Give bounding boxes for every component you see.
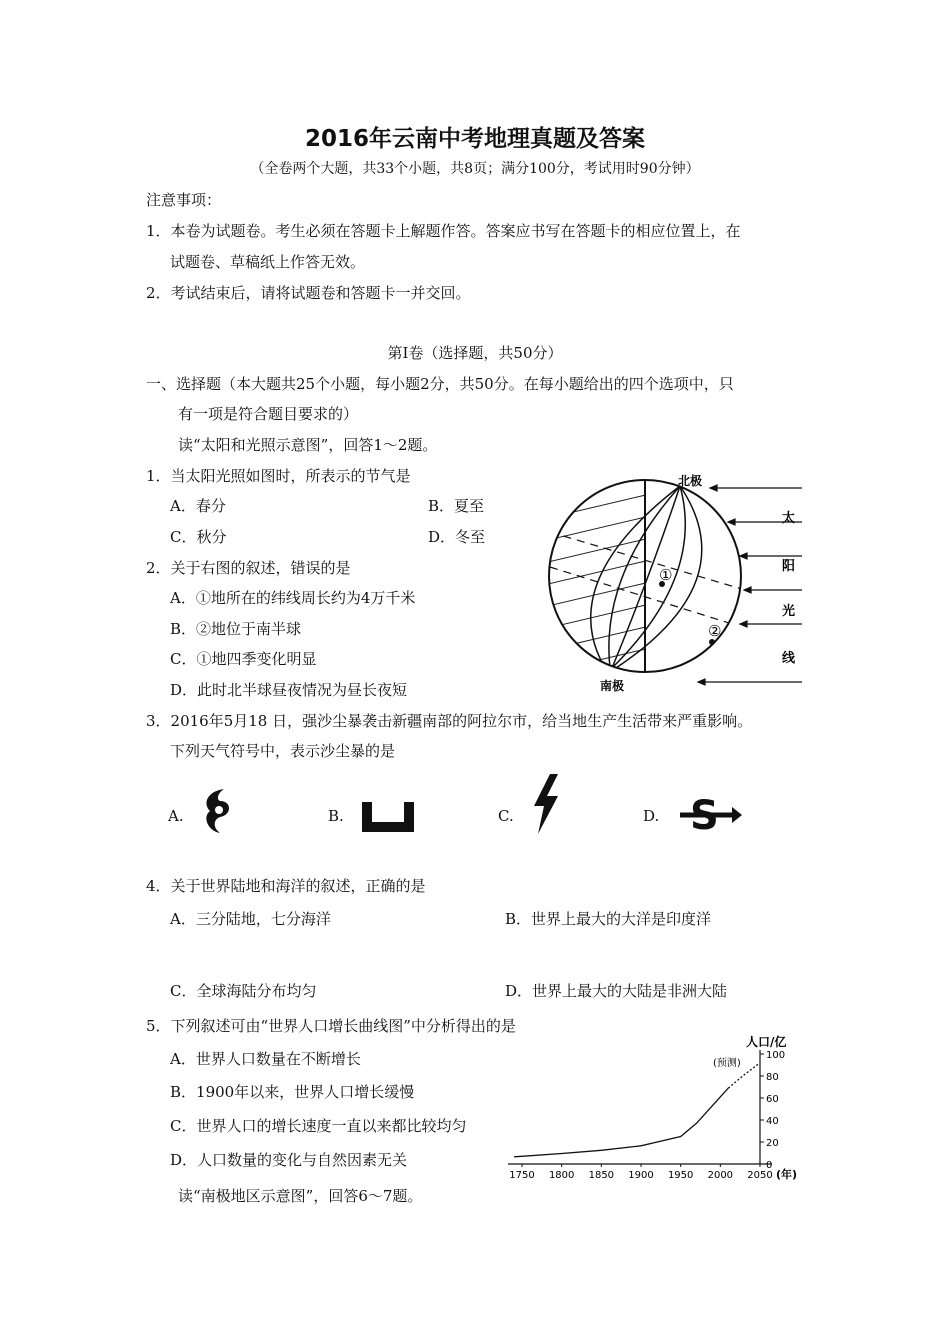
q2-option-c: C．①地四季变化明显 (170, 650, 317, 668)
sunlight-label-4: 线 (782, 651, 796, 666)
fog-weather-icon (360, 800, 416, 834)
q4-option-c: C．全球海陆分布均匀 (170, 982, 317, 1000)
thunderstorm-weather-icon (528, 772, 564, 836)
sandstorm-weather-icon (676, 794, 742, 836)
q4-option-a: A．三分陆地，七分海洋 (170, 910, 331, 928)
y-tick-label: 20 (766, 1138, 779, 1149)
q2-option-a: A．①地所在的纬线周长约为4万千米 (170, 589, 416, 607)
x-tick-label: 2050 (747, 1170, 773, 1181)
x-tick-label: 1900 (628, 1170, 654, 1181)
world-population-chart (500, 1030, 812, 1185)
page-title: 2016年云南中考地理真题及答案 (304, 126, 645, 152)
y-tick-label: 100 (766, 1050, 786, 1061)
q1-option-a: A．春分 (170, 497, 226, 515)
q5-stem: 5．下列叙述可由“世界人口增长曲线图”中分析得出的是 (146, 1017, 516, 1035)
sunlight-globe-figure (540, 472, 815, 694)
sunlight-label-3: 光 (782, 604, 796, 619)
x-tick-label: 1850 (588, 1170, 615, 1181)
svg-text:S: S (690, 794, 719, 836)
y-axis-label: 人口/亿 (746, 1035, 787, 1049)
q5-option-c: C．世界人口的增长速度一直以来都比较均匀 (170, 1117, 467, 1135)
q4-option-b: B．世界上最大的大洋是印度洋 (505, 910, 712, 928)
typhoon-weather-icon (198, 785, 238, 837)
forecast-annotation: (预测) (713, 1058, 741, 1069)
x-tick-label: 2000 (707, 1170, 734, 1181)
south-pole-label: 南极 (600, 679, 625, 693)
q2-option-b: B．②地位于南半球 (170, 620, 302, 638)
notice-heading: 注意事项： (146, 191, 222, 209)
part1-instructions: 一、选择题（本大题共25个小题，每小题2分，共50分。在每小题给出的四个选项中，只 (146, 375, 734, 393)
notice-item-1: 1．本卷为试题卷。考生必须在答题卡上解题作答。答案应书写在答题卡的相应位置上，在 (146, 222, 741, 240)
sunlight-label-1: 太 (782, 511, 796, 526)
q2-option-d: D．此时北半球昼夜情况为昼长夜短 (170, 681, 408, 699)
q3-option-a: A. (168, 807, 184, 825)
notice-item-1-cont: 试题卷、草稿纸上作答无效。 (170, 253, 366, 271)
x-tick-label: 1800 (548, 1170, 575, 1181)
q3-option-b: B. (328, 807, 344, 825)
x-tick-label: 1950 (667, 1170, 694, 1181)
q1-stem: 1．当太阳光照如图时，所表示的节气是 (146, 467, 411, 485)
historical-population-line (514, 1088, 728, 1157)
read-instruction-1: 读“太阳和光照示意图”，回答1～2题。 (178, 436, 438, 454)
q1-option-c: C．秋分 (170, 528, 227, 546)
x-axis-label: (年) (776, 1168, 798, 1181)
q4-option-d: D．世界上最大的大陆是非洲大陆 (505, 982, 728, 1000)
q3-stem-cont: 下列天气符号中，表示沙尘暴的是 (170, 742, 396, 760)
x-tick-label: 1750 (509, 1170, 535, 1181)
location-1-marker: ① (659, 566, 673, 584)
location-2-marker: ② (708, 622, 722, 640)
section-title: 第Ⅰ卷（选择题，共50分） (387, 344, 563, 362)
part1-instructions-cont: 有一项是符合题目要求的） (178, 405, 359, 423)
y-tick-label: 0 (766, 1160, 773, 1171)
q5-option-d: D．人口数量的变化与自然因素无关 (170, 1151, 408, 1169)
y-tick-label: 40 (766, 1116, 779, 1127)
q3-stem: 3．2016年5月18 日，强沙尘暴袭击新疆南部的阿拉尔市，给当地生产生活带来严重影响。 (146, 712, 753, 730)
y-tick-label: 80 (766, 1072, 779, 1083)
q5-option-b: B．1900年以来，世界人口增长缓慢 (170, 1083, 415, 1101)
q1-option-b: B．夏至 (428, 497, 485, 515)
q2-stem: 2．关于右图的叙述，错误的是 (146, 559, 351, 577)
notice-item-2: 2．考试结束后，请将试题卷和答题卡一并交回。 (146, 284, 471, 302)
read-instruction-2: 读“南极地区示意图”，回答6～7题。 (178, 1187, 423, 1205)
q3-option-c: C. (498, 807, 514, 825)
y-tick-label: 60 (766, 1094, 779, 1105)
q1-option-d: D．冬至 (428, 528, 486, 546)
q4-stem: 4．关于世界陆地和海洋的叙述，正确的是 (146, 877, 426, 895)
exam-info: （全卷两个大题，共33个小题，共8页；满分100分，考试用时90分钟） (250, 161, 700, 177)
north-pole-label: 北极 (678, 474, 703, 488)
q5-option-a: A．世界人口数量在不断增长 (170, 1050, 361, 1068)
q3-option-d: D. (643, 807, 660, 825)
sunlight-label-2: 阳 (782, 559, 796, 574)
